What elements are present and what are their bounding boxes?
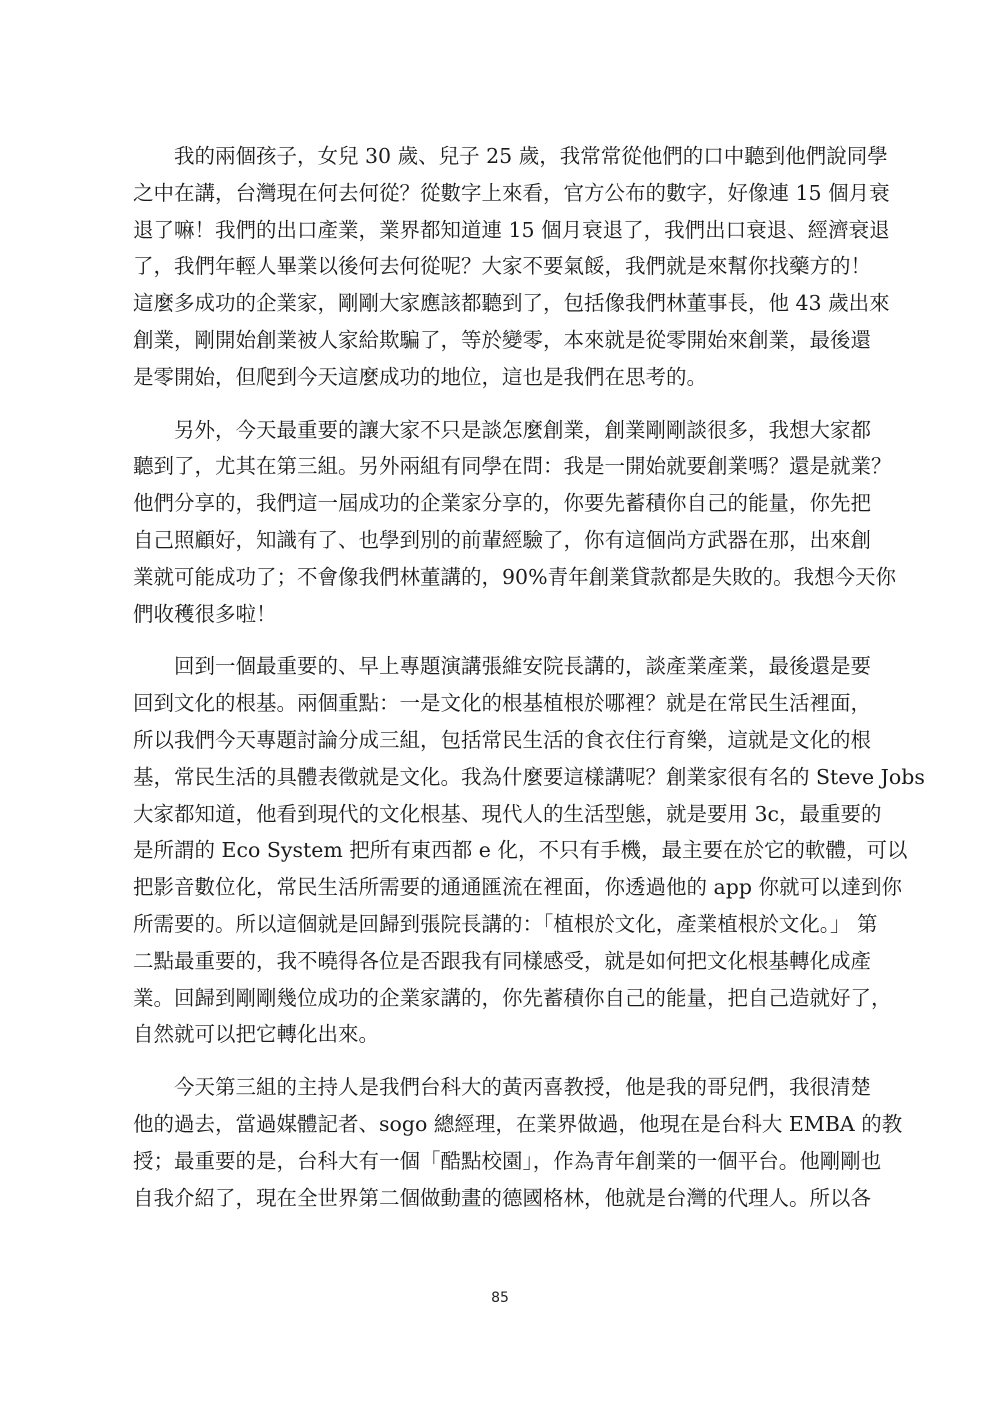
text-line: 把影音數位化，常民生活所需要的通通匯流在裡面，你透過他的 app 你就可以達到你 <box>133 875 902 900</box>
text-line: 們收穫很多啦！ <box>133 601 277 626</box>
text-line: 他的過去，當過媒體記者、sogo 總經理，在業界做過，他現在是台科大 EMBA 的教 <box>133 1111 903 1136</box>
paragraph-4 <box>133 1069 903 1216</box>
text-line: 是所謂的 Eco System 把所有東西都 e 化，不只有手機，最主要在於它的軟體，可以 <box>133 838 908 863</box>
text-line: 之中在講，台灣現在何去何從？從數字上來看，官方公布的數字，好像連 15 個月衰 <box>133 180 890 205</box>
text-line: 聽到了，尤其在第三組。另外兩組有同學在問：我是一開始就要創業嗎？還是就業？ <box>133 454 892 479</box>
text-line: 大家都知道，他看到現代的文化根基、現代人的生活型態，就是要用 3c，最重要的 <box>133 801 882 826</box>
paragraph-1 <box>133 138 890 396</box>
text-line: 回到文化的根基。兩個重點：一是文化的根基植根於哪裡？就是在常民生活裡面， <box>133 691 871 716</box>
text-line: 回到一個最重要的、早上專題演講張維安院長講的，談產業產業，最後還是要 <box>174 654 871 679</box>
text-line: 退了嘛！我們的出口產業，業界都知道連 15 個月衰退了，我們出口衰退、經濟衰退 <box>133 217 890 242</box>
paragraph-3 <box>133 648 925 1053</box>
text-line: 自我介紹了，現在全世界第二個做動畫的德國格林，他就是台灣的代理人。所以各 <box>133 1185 871 1210</box>
text-line: 所需要的。所以這個就是回歸到張院長講的：「植根於文化，產業植根於文化。」 第 <box>133 911 878 936</box>
text-line: 了，我們年輕人畢業以後何去何從呢？大家不要氣餒，我們就是來幫你找藥方的！ <box>133 254 871 279</box>
text-line: 授；最重要的是，台科大有一個「酷點校園」，作為青年創業的一個平台。他剛剛也 <box>133 1148 882 1173</box>
paragraph-2 <box>133 412 897 633</box>
page-number: 85 <box>491 1290 509 1306</box>
text-line: 自然就可以把它轉化出來。 <box>133 1022 379 1047</box>
text-line: 業就可能成功了；不會像我們林董講的，90%青年創業貸款都是失敗的。我想今天你 <box>133 564 897 589</box>
text-line: 是零開始，但爬到今天這麼成功的地位，這也是我們在思考的。 <box>133 364 707 389</box>
text-line: 今天第三組的主持人是我們台科大的黃丙喜教授，他是我的哥兒們，我很清楚 <box>174 1075 871 1100</box>
text-line: 二點最重要的，我不曉得各位是否跟我有同樣感受，就是如何把文化根基轉化成產 <box>133 948 871 973</box>
text-line: 他們分享的，我們這一屆成功的企業家分享的，你要先蓄積你自己的能量，你先把 <box>133 491 871 516</box>
text-line: 創業，剛開始創業被人家給欺騙了，等於變零，本來就是從零開始來創業，最後還 <box>133 327 871 352</box>
text-line: 我的兩個孩子，女兒 30 歲、兒子 25 歲，我常常從他們的口中聽到他們說同學 <box>174 144 888 168</box>
body-text <box>133 138 925 1232</box>
text-line: 自己照顧好，知識有了、也學到別的前輩經驗了，你有這個尚方武器在那，出來創 <box>133 527 871 552</box>
text-line: 基，常民生活的具體表徵就是文化。我為什麼要這樣講呢？創業家很有名的 Steve Jobs <box>133 764 925 789</box>
text-line: 所以我們今天專題討論分成三組，包括常民生活的食衣住行育樂，這就是文化的根 <box>133 727 871 752</box>
text-line: 這麼多成功的企業家，剛剛大家應該都聽到了，包括像我們林董事長，他 43 歲出來 <box>133 291 890 316</box>
text-line: 業。回歸到剛剛幾位成功的企業家講的，你先蓄積你自己的能量，把自己造就好了， <box>133 985 892 1010</box>
text-line: 另外，今天最重要的讓大家不只是談怎麼創業，創業剛剛談很多，我想大家都 <box>174 417 871 442</box>
